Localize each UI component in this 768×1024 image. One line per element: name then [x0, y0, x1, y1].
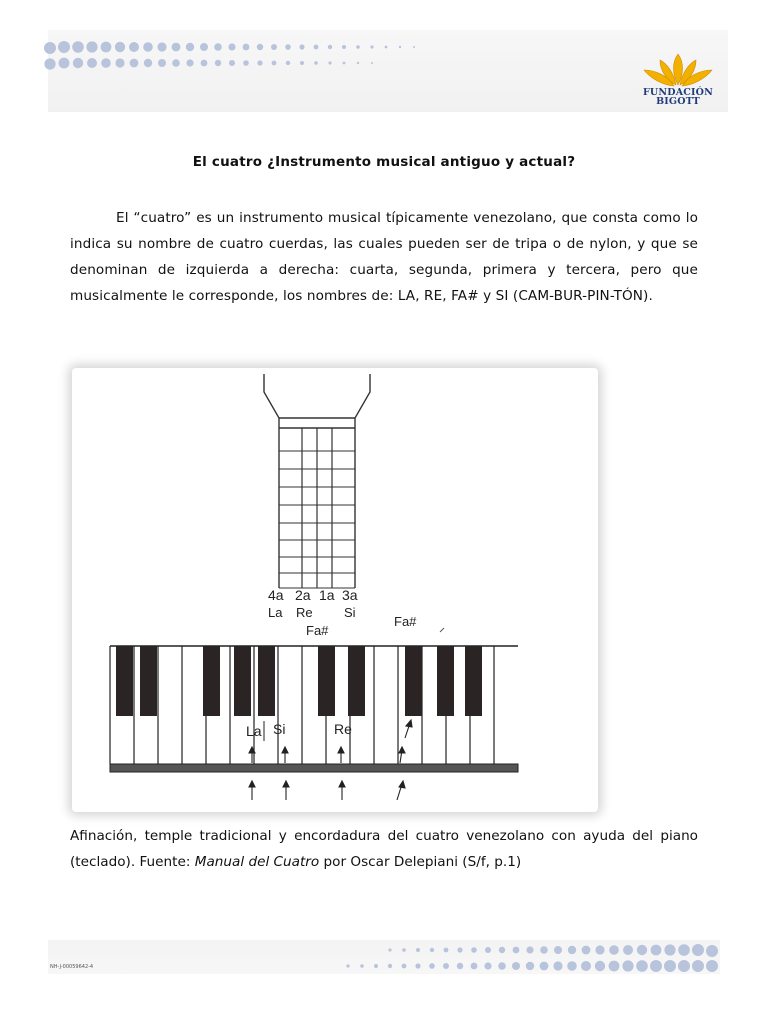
caption-suffix: por Oscar Delepiani (S/f, p.1) — [319, 854, 522, 870]
key-label-re: Re — [334, 721, 352, 737]
document-title: El cuatro ¿Instrumento musical antiguo y actual? — [192, 154, 576, 170]
body-paragraph: El “cuatro” es un instrumento musical típicamente venezolano, que consta como lo indica su nombre de cuatro cuerdas, las cuales pueden ser de tripa o de nylon, y que se denominan de izquierda a derecha: cuarta, segunda, primera y tercera, pero que musicalmente le corresponde, los nombres de: LA, RE, FA# y SI (CAM-BUR-PIN-TÓN). — [70, 210, 698, 304]
string-note-fa-sharp: Fa# — [306, 623, 329, 638]
string-note-la: La — [268, 605, 283, 620]
caption-prefix: Afinación, temple tradicional y encordadura del cuatro venezolano con ayuda del piano (teclado). Fuente: — [70, 828, 698, 870]
cuatro-piano-tuning-figure — [72, 368, 598, 812]
outer-arrows — [249, 781, 405, 800]
fundacion-bigott-logo — [638, 52, 718, 114]
white-key-dividers — [110, 646, 494, 764]
fretboard-strings — [302, 428, 332, 588]
string-number-4a: 4a — [268, 587, 284, 603]
figure-caption — [70, 823, 698, 875]
leaf-crown-icon — [638, 52, 718, 88]
piano-fa-sharp-label: Fa# — [394, 614, 417, 629]
key-label-si: Si — [273, 721, 286, 737]
key-label-la: La — [246, 723, 262, 739]
caption-source-title: Manual del Cuatro — [194, 854, 320, 870]
footer-document-code: NH-J-00059642-4 — [50, 964, 94, 970]
string-number-2a: 2a — [295, 587, 311, 603]
string-number-1a: 1a — [319, 587, 335, 603]
footer-dots-decoration — [330, 944, 720, 976]
logo-line-2: BIGOTT — [656, 96, 700, 107]
black-keys — [116, 646, 482, 716]
string-number-3a: 3a — [342, 587, 358, 603]
stray-mark — [440, 628, 444, 632]
logo-line-1: FUNDACIÓN — [642, 87, 714, 98]
header-dots-decoration — [40, 36, 440, 76]
piano-keyboard — [110, 646, 518, 772]
string-note-si: Si — [344, 605, 356, 620]
string-note-re: Re — [296, 605, 313, 620]
